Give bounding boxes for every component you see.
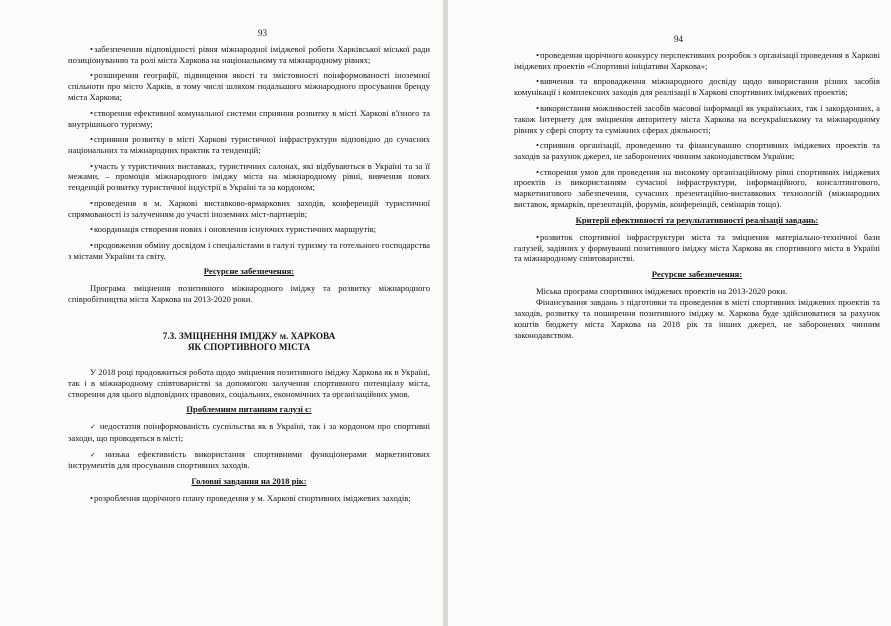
tasks-heading: Головні завдання на 2018 рік:	[191, 475, 307, 486]
list-item: • продовження обміну досвідом і спеціалістами в галузі туризму та готельного господарства з містами України та світу.	[68, 240, 430, 262]
right-page-text	[514, 50, 880, 345]
left-page-text	[68, 44, 430, 508]
list-item: • проведення в м. Харкові виставково-ярмаркових заходів, конференцій туристичної спрямованості із залученням до участі іноземних міст-партнерів;	[68, 198, 430, 220]
list-item: • створення ефективної комунальної системи сприяння розвитку в місті Харкові в'їзного та внутрішнього туризму;	[68, 108, 430, 130]
list-item: • участь у туристичних виставках, туристичних салонах, які відбуваються в Україні та за її межами, – промоція міжнародного іміджу міста на міжнародному рівні, вивчення нових тенденцій розвитку туристичної індустрії в Україні та за кордоном;	[68, 161, 430, 194]
list-item: • створення умов для проведення на високому організаційному рівні спортивних іміджевих проектів із використанням сучасної інфраструктури, інформаційного, консалтингового, маркетингового забезпечення, сучасних презентаційно-виставкових технологій (міжнародних виставок, ярмарків, презентацій, форумів, конференцій, семінарів тощо).	[514, 167, 880, 211]
list-item: • використання можливостей засобів масової інформації як українських, так і закордонних, а також Інтернету для зміцнення авторитету міста Харкова на всеукраїнському та міжнародному рівнях у сфері спорту та суміжних сферах діяльності;	[514, 103, 880, 136]
list-item: • розроблення щорічного плану проведення у м. Харкові спортивних іміджевих заходів;	[68, 493, 430, 504]
list-item: • розвиток спортивної інфраструктури міста та зміцнення матеріально-технічної бази галузей, задіяних у формуванні позитивного іміджу міста Харкова як спортивного міста в Україні та міжнародному співтоваристві.	[514, 232, 880, 265]
resources-heading: Ресурсне забезпечення:	[203, 266, 295, 277]
list-item: • сприяння розвитку в місті Харкові туристичної інфраструктури відповідно до сучасних національних та міжнародних практик та тенденцій;	[68, 134, 430, 156]
page-number: 94	[674, 34, 683, 44]
check-icon	[90, 449, 105, 459]
page-number: 93	[258, 28, 267, 38]
list-item: • забезпечення відповідності рівня міжнародної іміджевої роботи Харківської міської ради позиціонуванню та ролі міста Харкова на національному та міжнародному рівнях;	[68, 44, 430, 66]
right-page	[448, 0, 891, 626]
left-page	[0, 0, 443, 626]
list-item: • розширення географії, підвищення якості та змістовності поінформованості іноземної спільноти про місто Харків, в тому числі шляхом подальшого міжнародного просування бренду міста Харкова;	[68, 70, 430, 103]
resources-program: Міська програма спортивних іміджевих проектів на 2013-2020 роки.	[536, 285, 788, 296]
list-item: ✓ низька ефективність використання спортивними функціонерами маркетингових інструментів для просування спортивних заходів.	[68, 449, 430, 472]
problems-heading: Проблемним питанням галузі є:	[186, 404, 312, 415]
resources-financing: Фінансування завдань з підготовки та проведення в місті спортивних іміджевих проектів та заходів, розвитку та поширення позитивного іміджу м. Харкова буде здійснюватися за рахунок коштів бюджету міста Харкова на 2018 рік та інших джерел, не заборонених чинним законодавством.	[514, 296, 880, 340]
intro-paragraph: У 2018 році продовжиться робота щодо зміцнення позитивного іміджу Харкова як в Україні, так і в міжнародному співтоваристві за допомогою залучення спортивного потенціалу міста, створення для цього відповідних правових, соціальних, економічних та організаційних умов.	[68, 366, 430, 399]
resources-heading: Ресурсне забезпечення:	[651, 268, 743, 279]
section-title: 7.3. ЗМІЦНЕННЯ ІМІДЖУ м. ХАРКОВА ЯК СПОРТИВНОГО МІСТА	[162, 330, 336, 352]
list-item: • вивчення та впровадження міжнародного досвіду щодо використання різних засобів комунікації і комплексних заходів для реалізації в Харкові спортивних іміджевих проектів;	[514, 76, 880, 98]
resources-text: Програма зміцнення позитивного міжнародного іміджу та розвитку міжнародного співробітництва міста Харкова на 2013-2020 роки.	[68, 283, 430, 304]
list-item: • сприяння організації, проведенню та фінансуванню спортивних іміджевих проектів та заходів за рахунок джерел, не заборонених чинним законодавством України;	[514, 140, 880, 162]
list-item: • координація створення нових і оновлення існуючих туристичних маршрутів;	[68, 224, 430, 235]
criteria-heading: Критерії ефективності та результативності реалізації завдань:	[575, 214, 819, 225]
check-icon	[90, 421, 100, 431]
list-item: ✓ недостатня поінформованість суспільства як в Україні, так і за кордоном про спортивні заходи, що проводяться в місті;	[68, 421, 430, 444]
list-item: • проведення щорічного конкурсу перспективних розробок з організації проведення в Харкові іміджевих проектів «Спортивні ініціативи Харкова»;	[514, 50, 880, 72]
